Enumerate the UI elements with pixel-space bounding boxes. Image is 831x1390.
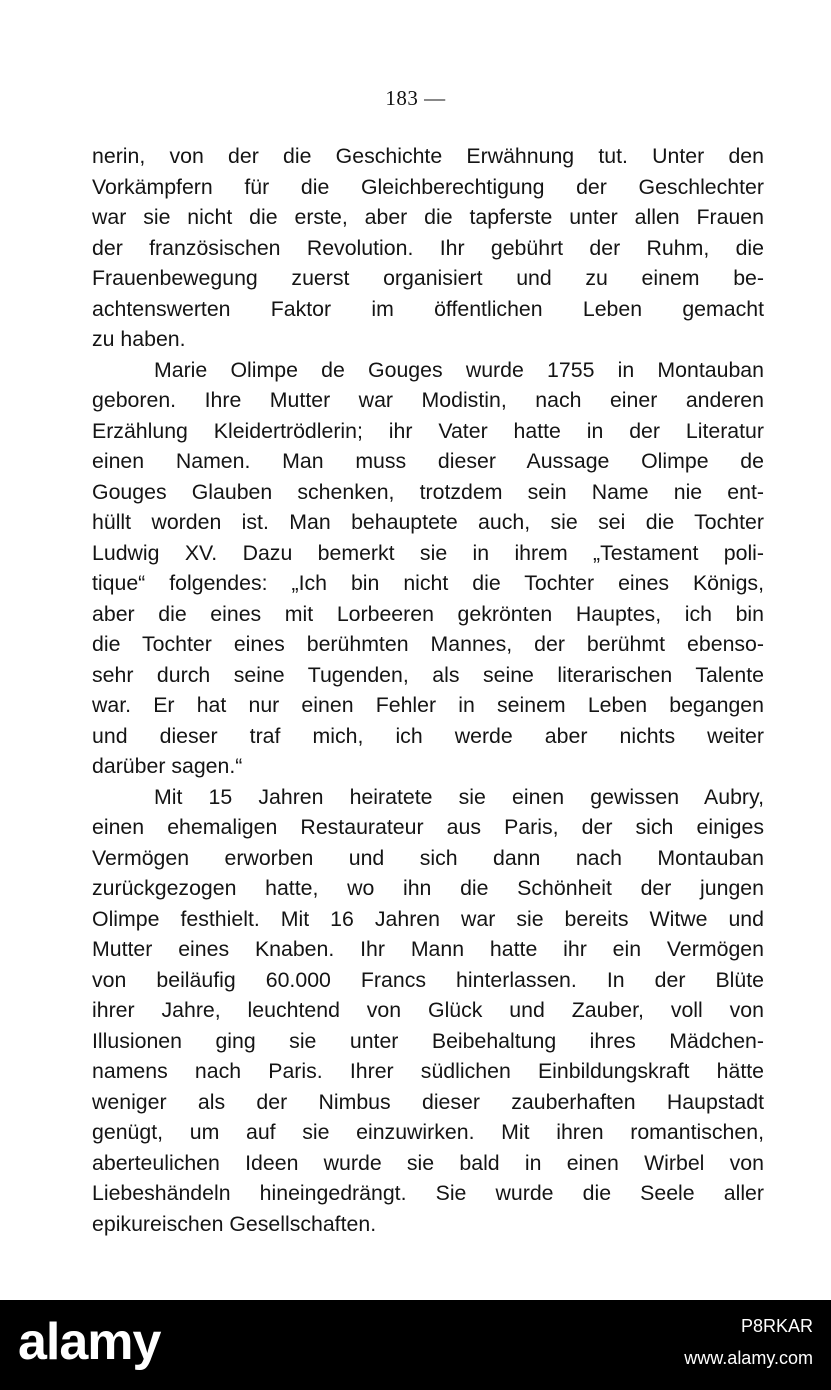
text-line: sehr durch seine Tugenden, als seine literarischen Talente (92, 662, 764, 687)
text-line: der französischen Revolution. Ihr gebührt der Ruhm, die (92, 235, 764, 260)
text-line: Vermögen erworben und sich dann nach Montauban (92, 845, 764, 870)
text-line: zu haben. (92, 327, 186, 351)
text-line: die Tochter eines berühmten Mannes, der berühmt ebenso- (92, 632, 764, 656)
text-line: Gouges Glauben schenken, trotzdem sein Name nie ent- (92, 479, 764, 504)
text-line: tique“ folgendes: „Ich bin nicht die Tochter eines Königs, (92, 571, 764, 595)
text-line: Ludwig XV. Dazu bemerkt sie in ihrem „Testament poli- (92, 540, 764, 565)
text-line: achtenswerten Faktor im öffentlichen Leben gemacht (92, 296, 764, 321)
text-line: ihrer Jahre, leuchtend von Glück und Zauber, voll von (92, 998, 764, 1022)
text-line: einen ehemaligen Restaurateur aus Paris, der sich einiges (92, 815, 764, 839)
paragraph-3 (92, 782, 764, 1240)
text-line: aberteulichen Ideen wurde sie bald in einen Wirbel von (92, 1150, 764, 1175)
text-line: zurückgezogen hatte, wo ihn die Schönheit der jungen (92, 876, 764, 900)
text-line: Erzählung Kleidertrödlerin; ihr Vater hatte in der Literatur (92, 418, 764, 443)
text-line: darüber sagen.“ (92, 754, 243, 778)
text-line: Illusionen ging sie unter Beibehaltung ihres Mädchen- (92, 1028, 764, 1053)
watermark-url: www.alamy.com (684, 1348, 813, 1368)
text-line: epikureischen Gesellschaften. (92, 1211, 377, 1236)
text-line: geboren. Ihre Mutter war Modistin, nach einer anderen (92, 388, 764, 412)
alamy-logo: alamy (18, 1313, 161, 1371)
image-code: P8RKAR (740, 1316, 813, 1336)
text-line: Vorkämpfern für die Gleichberechtigung der Geschlechter (92, 174, 764, 199)
text-line: Mit 15 Jahren heiratete sie einen gewissen Aubry, (154, 784, 764, 809)
stock-watermark-bar (0, 1300, 831, 1390)
text-line: war. Er hat nur einen Fehler in seinem Leben begangen (92, 693, 764, 717)
paragraph-1 (92, 141, 764, 355)
text-line: Marie Olimpe de Gouges wurde 1755 in Montauban (154, 357, 764, 382)
text-line: genügt, um auf sie einzuwirken. Mit ihren romantischen, (92, 1120, 764, 1144)
body-text (92, 141, 764, 1239)
text-line: und dieser traf mich, ich werde aber nichts weiter (92, 723, 764, 748)
text-line: Frauenbewegung zuerst organisiert und zu einem be- (92, 266, 764, 290)
text-line: nerin, von der die Geschichte Erwähnung tut. Unter den (92, 144, 764, 168)
text-line: weniger als der Nimbus dieser zauberhaften Haupstadt (92, 1089, 764, 1114)
text-line: namens nach Paris. Ihrer südlichen Einbildungskraft hätte (92, 1059, 764, 1083)
paragraph-2 (92, 355, 764, 782)
text-line: Mutter eines Knaben. Ihr Mann hatte ihr ein Vermögen (92, 937, 764, 961)
text-line: einen Namen. Man muss dieser Aussage Olimpe de (92, 449, 764, 473)
text-line: war sie nicht die erste, aber die tapferste unter allen Frauen (92, 205, 764, 229)
page-number: 183 — (385, 86, 446, 110)
text-line: von beiläufig 60.000 Francs hinterlassen. In der Blüte (92, 967, 764, 992)
text-line: aber die eines mit Lorbeeren gekrönten Hauptes, ich bin (92, 601, 764, 626)
text-line: Liebeshändeln hineingedrängt. Sie wurde die Seele aller (92, 1181, 764, 1205)
text-line: Olimpe festhielt. Mit 16 Jahren war sie bereits Witwe und (92, 906, 764, 931)
text-line: hüllt worden ist. Man behauptete auch, sie sei die Tochter (92, 510, 764, 534)
